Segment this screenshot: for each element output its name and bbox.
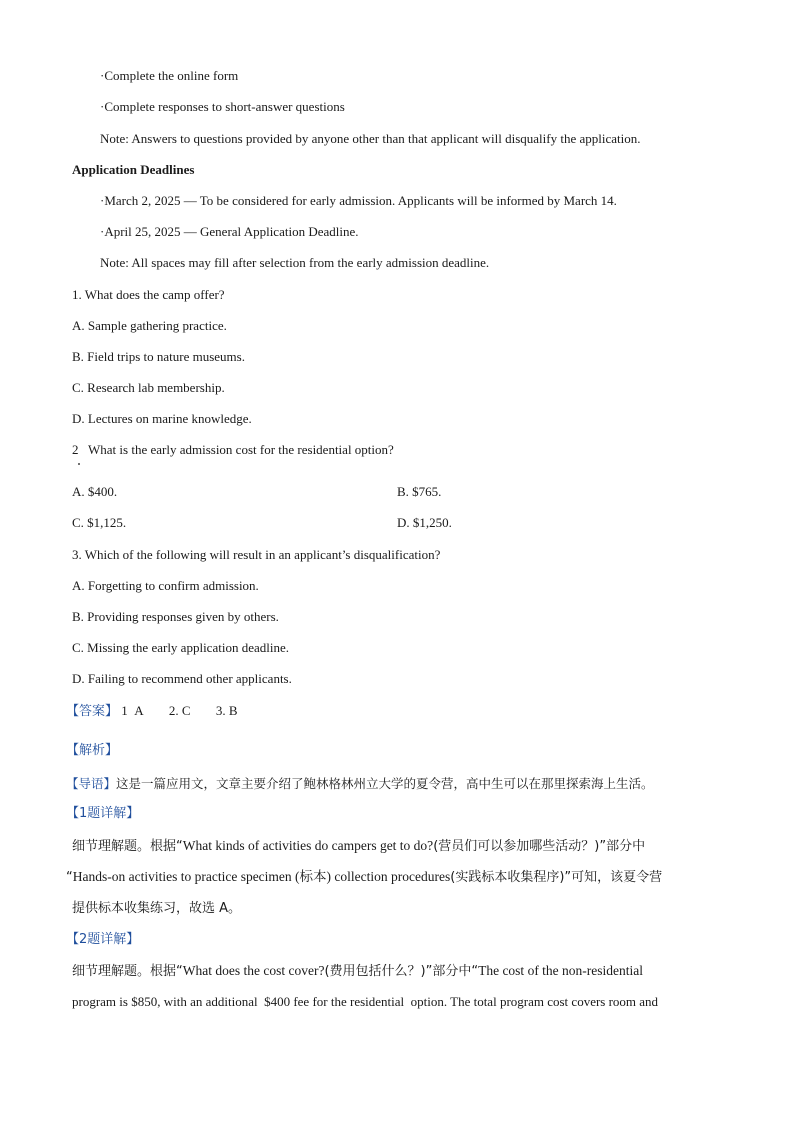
question-1-option-b: B. Field trips to nature museums. bbox=[72, 349, 245, 364]
question-1-option-c: C. Research lab membership. bbox=[72, 380, 225, 395]
guide-line bbox=[66, 776, 654, 792]
stray-dot bbox=[78, 463, 80, 465]
guide-text: 这是一篇应用文，文章主要介绍了鲍林格林州立大学的夏令营，高中生可以在那里探索海上生活。 bbox=[116, 776, 654, 791]
question-3-option-a: A. Forgetting to confirm admission. bbox=[72, 578, 259, 593]
question-1-option-a: A. Sample gathering practice. bbox=[72, 318, 227, 333]
q1-detail-line-3: 提供标本收集练习，故选 A。 bbox=[72, 901, 242, 916]
q2-detail-line-1: 细节理解题。根据“What does the cost cover?(费用包括什么？)”部分中“The cost of the non-residential bbox=[72, 963, 644, 979]
question-3-option-d: D. Failing to recommend other applicants. bbox=[72, 671, 292, 686]
deadline-general: ·April 25, 2025 — General Application Deadline. bbox=[100, 224, 359, 239]
guide-label: 【导语】 bbox=[66, 776, 117, 791]
question-2-stem: 2 What is the early admission cost for the residential option? bbox=[72, 442, 394, 457]
question-3-option-b: B. Providing responses given by others. bbox=[72, 609, 279, 624]
question-2-option-d: D. $1,250. bbox=[397, 515, 452, 530]
analysis-label: 【解析】 bbox=[66, 743, 119, 758]
answer-label: 【答案】 bbox=[66, 704, 119, 719]
requirement-item-short-answer: ·Complete responses to short-answer questions bbox=[100, 99, 345, 114]
deadlines-heading: Application Deadlines bbox=[72, 162, 195, 177]
question-2-option-b: B. $765. bbox=[397, 484, 442, 499]
requirements-note: Note: Answers to questions provided by anyone other than that applicant will disqualify the application. bbox=[100, 131, 641, 146]
question-1-stem: 1. What does the camp offer? bbox=[72, 287, 225, 302]
answer-line bbox=[66, 703, 260, 720]
answer-3: 3. B bbox=[215, 703, 238, 718]
question-2-option-c: C. $1,125. bbox=[72, 515, 127, 530]
q2-detail-line-2: program is $850, with an additional $400 fee for the residential option. The total program cost covers room and bbox=[72, 994, 659, 1009]
q1-detail-line-2: “Hands-on activities to practice specimen (标本) collection procedures(实践标本收集程序)”可知，该夏令营 bbox=[66, 869, 663, 885]
q2-detail-label: 【2题详解】 bbox=[66, 932, 140, 947]
question-3-option-c: C. Missing the early application deadline. bbox=[72, 640, 289, 655]
question-2-option-a: A. $400. bbox=[72, 484, 118, 499]
question-3-stem: 3. Which of the following will result in an applicant’s disqualification? bbox=[72, 547, 441, 562]
deadline-early: ·March 2, 2025 — To be considered for early admission. Applicants will be informed by March 14. bbox=[100, 193, 617, 208]
question-1-option-d: D. Lectures on marine knowledge. bbox=[72, 411, 252, 426]
answer-1: 1 A bbox=[121, 703, 144, 718]
answer-2: 2. C bbox=[168, 703, 191, 718]
q1-detail-line-1: 细节理解题。根据“What kinds of activities do campers get to do?(营员们可以参加哪些活动？)”部分中 bbox=[72, 838, 646, 854]
deadlines-note: Note: All spaces may fill after selection from the early admission deadline. bbox=[100, 255, 490, 270]
requirement-item-form: ·Complete the online form bbox=[100, 68, 239, 83]
q1-detail-label: 【1题详解】 bbox=[66, 806, 140, 821]
